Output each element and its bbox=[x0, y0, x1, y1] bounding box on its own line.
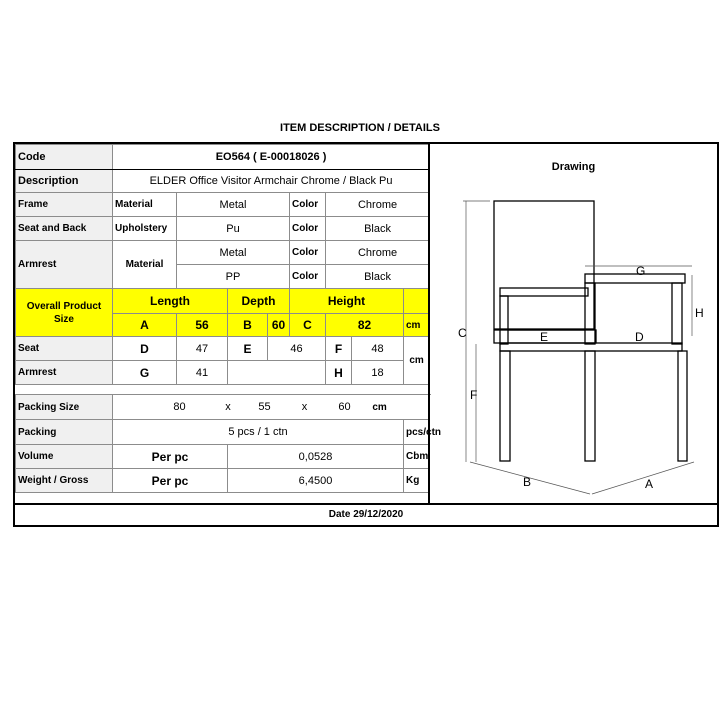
chair-left-arm bbox=[500, 288, 588, 296]
dim-h-label: H bbox=[326, 361, 352, 385]
packing-height: 60 bbox=[338, 401, 351, 413]
chair-drawing bbox=[430, 144, 717, 503]
volume-label: Volume bbox=[16, 445, 113, 469]
chair-leg-back-left bbox=[500, 351, 510, 461]
drawing-panel bbox=[428, 144, 717, 503]
dim-d-label: D bbox=[113, 337, 177, 361]
armrest-material-label: Material bbox=[113, 241, 177, 289]
packing-length: 80 bbox=[173, 401, 186, 413]
dim-a-label: A bbox=[113, 314, 177, 337]
packing-label: Packing bbox=[16, 420, 113, 445]
dim-label-e: E bbox=[540, 330, 549, 344]
seat-back-color: Black bbox=[326, 217, 430, 241]
weight-value: 6,4500 bbox=[228, 469, 404, 493]
spec-sheet bbox=[13, 142, 719, 527]
armrest-material-1: Metal bbox=[177, 241, 290, 265]
packing-unit: pcs/ctn bbox=[404, 420, 430, 445]
separator-row bbox=[16, 385, 430, 395]
overall-unit: cm bbox=[404, 314, 430, 337]
dim-c-label: C bbox=[290, 314, 326, 337]
armrest-label: Armrest bbox=[16, 241, 113, 289]
armrest-dims-label: Armrest bbox=[16, 361, 113, 385]
packing-size-unit: cm bbox=[372, 402, 387, 413]
drawing-title: Drawing bbox=[551, 161, 596, 173]
upholstery-label: Upholstery bbox=[113, 217, 177, 241]
date-footer: Date 29/12/2020 bbox=[15, 503, 717, 525]
weight-label: Weight / Gross bbox=[16, 469, 113, 493]
upholstery-value: Pu bbox=[177, 217, 290, 241]
packing-size-cell bbox=[113, 395, 430, 420]
dim-h-value: 18 bbox=[352, 361, 404, 385]
frame-material: Metal bbox=[177, 193, 290, 217]
dim-g-value: 41 bbox=[177, 361, 228, 385]
dim-a-line bbox=[592, 462, 694, 494]
dim-label-a: A bbox=[645, 477, 654, 491]
chair-left-arm-post bbox=[500, 296, 508, 344]
dim-f-value: 48 bbox=[352, 337, 404, 361]
seat-back-label: Seat and Back bbox=[16, 217, 113, 241]
dim-e-label: E bbox=[228, 337, 268, 361]
dim-label-h: H bbox=[695, 306, 704, 320]
packing-x-2: x bbox=[301, 401, 308, 413]
volume-per: Per pc bbox=[113, 445, 228, 469]
frame-color: Chrome bbox=[326, 193, 430, 217]
chair-backrest bbox=[494, 201, 594, 329]
description-value: ELDER Office Visitor Armchair Chrome / Black Pu bbox=[113, 170, 430, 193]
weight-per: Per pc bbox=[113, 469, 228, 493]
dim-label-d: D bbox=[635, 330, 644, 344]
spec-table bbox=[15, 144, 442, 493]
dim-d-value: 47 bbox=[177, 337, 228, 361]
dim-b-label: B bbox=[228, 314, 268, 337]
packing-size-label: Packing Size bbox=[16, 395, 113, 420]
armrest-color-label-1: Color bbox=[290, 241, 326, 265]
frame-label: Frame bbox=[16, 193, 113, 217]
page-title: ITEM DESCRIPTION / DETAILS bbox=[280, 122, 440, 134]
dim-label-b: B bbox=[523, 475, 532, 489]
unit-header-blank bbox=[404, 289, 430, 314]
armrest-color-2: Black bbox=[326, 265, 430, 289]
chair-leg-front-left bbox=[585, 351, 595, 461]
height-header: Height bbox=[290, 289, 404, 314]
code-value: EO564 ( E-00018026 ) bbox=[113, 145, 430, 170]
seat-dims-label: Seat bbox=[16, 337, 113, 361]
packing-x-1: x bbox=[225, 401, 231, 413]
code-label: Code bbox=[16, 145, 113, 170]
dim-g-label: G bbox=[113, 361, 177, 385]
frame-material-label: Material bbox=[113, 193, 177, 217]
description-label: Description bbox=[16, 170, 113, 193]
chair-right-arm-back-post bbox=[672, 283, 682, 344]
volume-value: 0,0528 bbox=[228, 445, 404, 469]
packing-width: 55 bbox=[258, 401, 271, 413]
volume-unit: Cbm bbox=[404, 445, 430, 469]
overall-size-label: Overall Product Size bbox=[16, 289, 113, 337]
depth-header: Depth bbox=[228, 289, 290, 314]
frame-color-label: Color bbox=[290, 193, 326, 217]
chair-right-arm bbox=[585, 274, 685, 283]
armrest-material-2: PP bbox=[177, 265, 290, 289]
dim-f-label: F bbox=[326, 337, 352, 361]
armrest-color-label-2: Color bbox=[290, 265, 326, 289]
dim-label-f: F bbox=[470, 388, 478, 402]
seat-unit: cm bbox=[404, 337, 430, 385]
packing-value: 5 pcs / 1 ctn bbox=[113, 420, 404, 445]
dim-a-value: 56 bbox=[177, 314, 228, 337]
weight-unit: Kg bbox=[404, 469, 430, 493]
length-header: Length bbox=[113, 289, 228, 314]
armrest-color-1: Chrome bbox=[326, 241, 430, 265]
chair-leg-back-right bbox=[678, 351, 687, 461]
dim-label-g: G bbox=[636, 264, 646, 278]
seat-back-color-label: Color bbox=[290, 217, 326, 241]
dim-label-c: C bbox=[458, 326, 467, 340]
dim-c-value: 82 bbox=[326, 314, 404, 337]
dim-e-value: 46 bbox=[268, 337, 326, 361]
dim-b-value: 60 bbox=[268, 314, 290, 337]
armrest-blank-cell bbox=[228, 361, 326, 385]
